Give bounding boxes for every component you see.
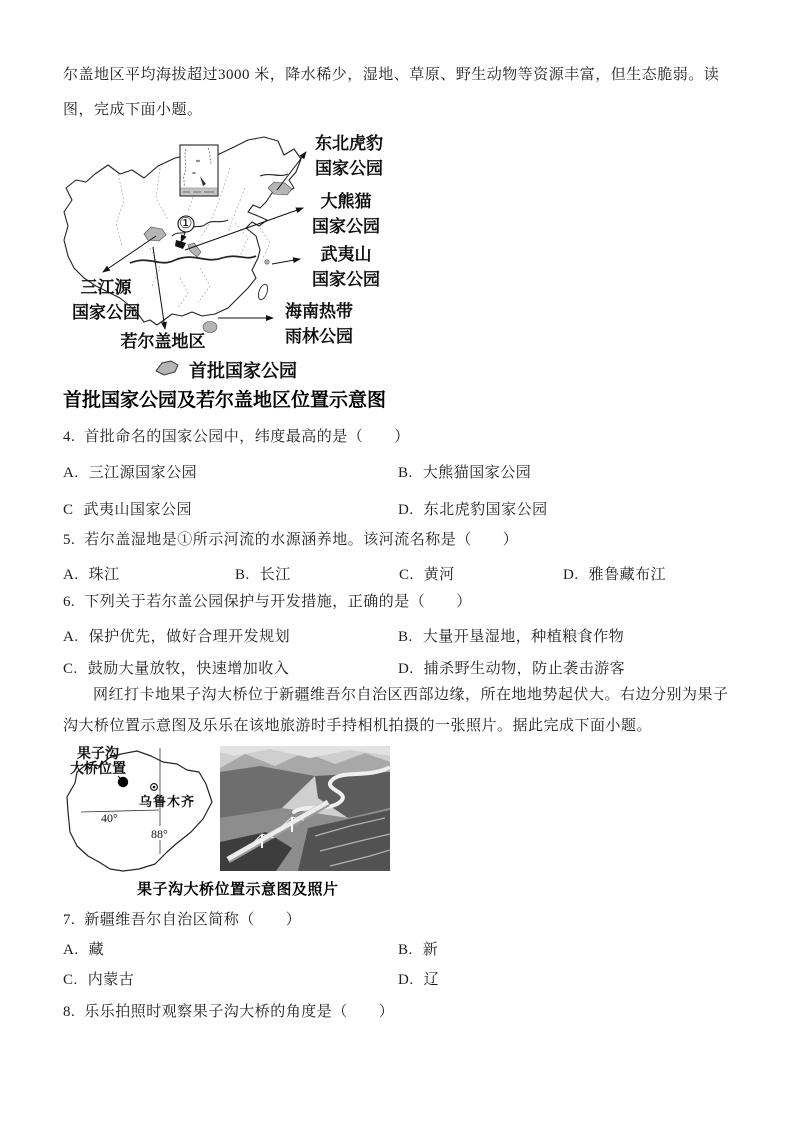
question-6-stem: 6. 下列关于若尔盖公园保护与开发措施，正确的是（ ） xyxy=(63,594,472,610)
arrow-sanjiangyuan-park xyxy=(103,236,156,272)
map-label-ne-park: 东北虎豹 国家公园 xyxy=(315,134,383,178)
question-8-number: 8. xyxy=(63,1004,76,1020)
wuyi-park-area xyxy=(265,260,269,264)
question-5-number: 5. xyxy=(63,532,76,548)
q4-option-c: C 武夷山国家公园 xyxy=(63,502,193,518)
map-label-hainan-park: 海南热带 雨林公园 xyxy=(285,302,353,346)
question-7-stem: 7. 新疆维吾尔自治区简称（ ） xyxy=(63,912,302,928)
bridge-photo xyxy=(220,746,390,871)
q4-option-a: A. 三江源国家公园 xyxy=(63,465,198,481)
intro-paragraph-1: 尔盖地区平均海拔超过3000 米，降水稀少，湿地、草原、野生动物等资源丰富，但生态脆弱。读图，完成下面小题。 xyxy=(63,67,720,118)
q4-option-d: D. 东北虎豹国家公园 xyxy=(398,502,548,518)
bridge-location-dot xyxy=(118,777,128,787)
map-label-panda-park: 大熊猫 国家公园 xyxy=(312,192,380,236)
q7-option-c: C. 内蒙古 xyxy=(63,972,135,988)
china-map-figure xyxy=(60,128,395,360)
intro-paragraph-2: 网红打卡地果子沟大桥位于新疆维吾尔自治区西部边缘，所在地地势起伏大。右边分别为果子沟大桥位置示意图及乐乐在该地旅游时手持相机拍摄的一张照片。据此完成下面小题。 xyxy=(63,687,729,734)
park-legend-icon xyxy=(152,357,182,379)
river-marker-label: ① xyxy=(179,214,193,232)
map-label-sanjiangyuan-park: 三江源 国家公园 xyxy=(72,278,140,322)
map-label-wuyi-park: 武夷山 国家公园 xyxy=(312,245,380,289)
q4-option-b: B. 大熊猫国家公园 xyxy=(398,465,532,481)
q6-option-a: A. 保护优先，做好合理开发规划 xyxy=(63,629,291,645)
arrow-wuyi-park xyxy=(272,259,300,264)
q7-option-b: B. 新 xyxy=(398,942,439,958)
map-label-ruoergai: 若尔盖地区 xyxy=(120,332,206,351)
urumqi-label: 乌鲁木齐 xyxy=(139,794,196,809)
q6-option-d: D. 捕杀野生动物，防止袭击游客 xyxy=(398,661,626,677)
question-4-number: 4. xyxy=(63,429,76,445)
longitude-label: 88° xyxy=(151,827,168,841)
question-5-stem: 5. 若尔盖湿地是①所示河流的水源涵养地。该河流名称是（ ） xyxy=(63,532,519,548)
figure2-caption: 果子沟大桥位置示意图及照片 xyxy=(137,881,339,898)
taiwan-island xyxy=(257,283,270,301)
q5-option-b: B. 长江 xyxy=(235,567,291,583)
q5-option-a: A. 珠江 xyxy=(63,567,120,583)
q6-option-b: B. 大量开垦湿地，种植粮食作物 xyxy=(398,629,625,645)
arrow-ruoergai xyxy=(153,247,165,329)
q5-option-d: D. 雅鲁藏布江 xyxy=(563,567,667,583)
xinjiang-map-figure xyxy=(63,742,215,875)
bridge-photo-svg xyxy=(220,746,390,871)
question-6-number: 6. xyxy=(63,594,76,610)
question-4-stem: 4. 首批命名的国家公园中，纬度最高的是（ ） xyxy=(63,429,410,445)
q6-option-c: C. 鼓励大量放牧，快速增加收入 xyxy=(63,661,290,677)
figure1-title: 首批国家公园及若尔盖地区位置示意图 xyxy=(63,390,387,411)
arrow-panda-park xyxy=(185,208,303,250)
q7-option-a: A. 藏 xyxy=(63,942,105,958)
park-areas xyxy=(144,182,292,333)
south-china-sea-inset xyxy=(180,145,218,196)
q7-option-d: D. 辽 xyxy=(398,972,440,988)
question-8-stem: 8. 乐乐拍照时观察果子沟大桥的角度是（ ） xyxy=(63,1004,395,1020)
q5-option-c: C. 黄河 xyxy=(399,567,455,583)
question-7-number: 7. xyxy=(63,912,76,928)
bridge-location-label: 果子沟 大桥位置 xyxy=(70,745,126,776)
legend-label: 首批国家公园 xyxy=(189,361,297,381)
arrow-marker1 xyxy=(181,233,185,242)
latitude-label: 40° xyxy=(101,811,118,825)
sanjiangyuan-park-area xyxy=(144,227,166,241)
ruoergai-area-mark xyxy=(175,240,186,249)
